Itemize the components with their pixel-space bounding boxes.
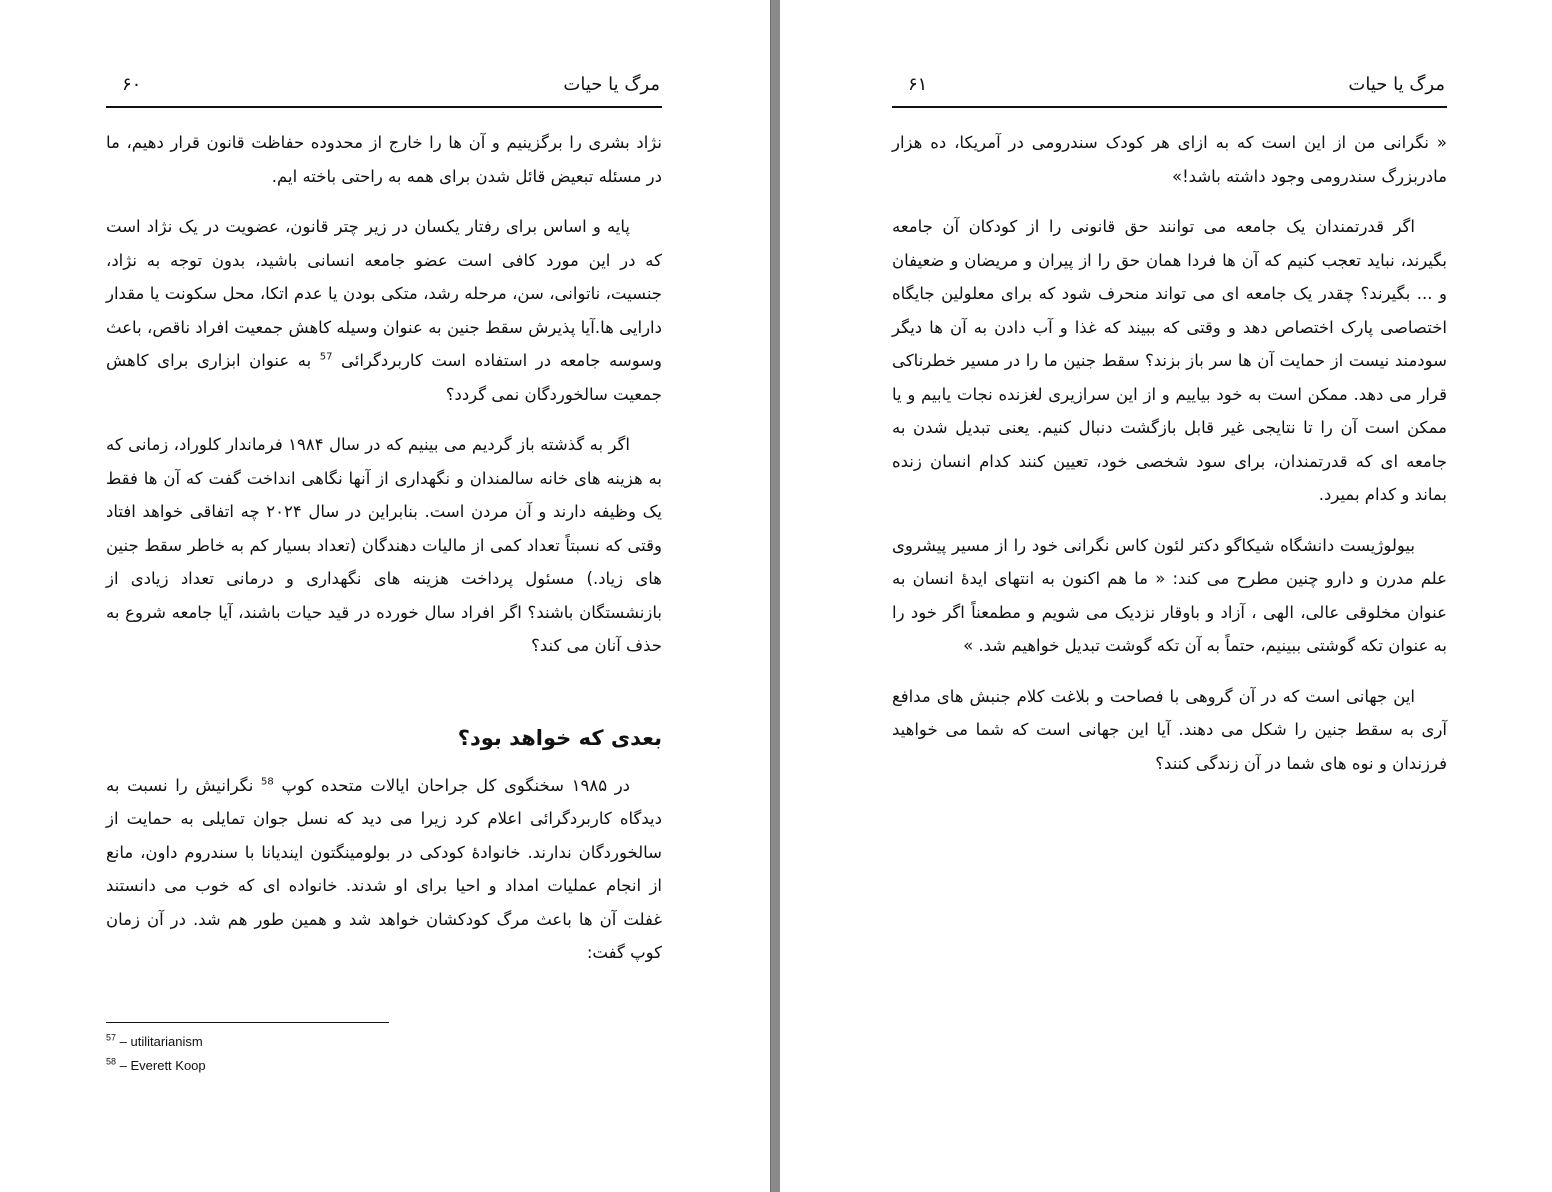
paragraph	[106, 210, 662, 411]
running-title: مرگ یا حیات	[563, 74, 660, 95]
paragraph: اگر به گذشته باز گردیم می بینیم که در سال ۱۹۸۴ فرماندار کلوراد، زمانی که به هزینه های خانه سالمندان و نگهداری از آنها نگاهی انداخت گفت که آن ها فقط یک وظیفه دارند و آن مردن است. بنابراین در سال ۲۰۲۴ چه اتفاقی خواهد افتاد وقتی که نسبتاً تعداد کمی از مالیات دهندگان (تعداد بسیار کم به خاطر سقط جنین های زیاد.) مسئول پرداخت هزینه های نگهداری و درمانی تعداد زیادی از بازنشستگان باشند؟ اگر افراد سال خورده در قید حیات باشند، آیا جامعه شروع به حذف آنان می کند؟	[106, 435, 662, 655]
right-page	[780, 0, 1552, 1192]
paragraph: بیولوژیست دانشگاه شیکاگو دکتر لئون کاس نگرانی خود را از مسیر پیشروی علم مدرن و دارو چنین مطرح می کند: « ما هم اکنون به انتهای ایدهٔ انسان به عنوان مخلوقی عالی، الهی ، آزاد و باوقار نزدیک می شویم و مطمعناً اگر خود را به عنوان تکه گوشتی ببینیم، حتماً به آن تکه گوشت تبدیل خواهیم شد. »	[892, 535, 1447, 655]
left-page-header	[106, 72, 662, 108]
paragraph: این جهانی است که در آن گروهی با فصاحت و بلاغت کلام جنبش های مدافع آری به سقط جنین را شکل می دهند. آیا این جهانی است که شما می خواهید فرزندان و نوه های شما در آن زندگی کنند؟	[892, 686, 1447, 773]
left-page	[0, 0, 770, 1192]
footnote-number: 58	[106, 1056, 117, 1067]
running-title: مرگ یا حیات	[1348, 74, 1445, 95]
footnotes	[106, 1030, 506, 1078]
quote-paragraph: « نگرانی من از این است که به ازای هر کودک سندرومی در آمریکا، ده هزار مادربزرگ سندرومی وجود داشته باشد!»	[892, 133, 1447, 186]
footnote	[106, 1054, 506, 1078]
footnote-ref[interactable]: 57	[319, 351, 333, 363]
paragraph-text: پایه و اساس برای رفتار یکسان در زیر چتر قانون، عضویت در یک نژاد است که در این مورد کافی است عضو جامعه انسانی باشید، بدون توجه به نژاد، جنسیت، ناتوانی، سن، مرحله رشد، متکی بودن یا عدم اتکا، محل سکونت یا مقدار دارایی ها.آیا پذیرش سقط جنین به عنوان وسیله کاهش جمعیت افراد ناقص، باعث وسوسه جامعه در استفاده است کاربردگرائی	[106, 217, 663, 370]
footnote-text: – utilitarianism	[119, 1034, 203, 1049]
paragraph: نژاد بشری را برگزینیم و آن ها را خارج از محدوده حفاظت قانون قرار دهیم، ما در مسئله تبعیض قائل شدن برای همه به راحتی باخته ایم.	[106, 133, 662, 186]
page-number: ۶۱	[908, 74, 928, 95]
footnote-divider	[106, 1022, 389, 1023]
right-page-body	[892, 126, 1447, 797]
footnote-number: 57	[106, 1032, 117, 1043]
footnote-text: – Everett Koop	[119, 1058, 206, 1073]
footnote-ref[interactable]: 58	[261, 776, 274, 787]
paragraph: اگر قدرتمندان یک جامعه می توانند حق قانونی را از کودکان آن جامعه بگیرند، نباید تعجب کنیم که آن ها فردا همان حق را از پیران و مریضان و ضعیفان و ... بگیرند؟ چقدر یک جامعه ای می تواند منحرف شود که برای معلولین جایگاه اختصاصی پارک اختصاص دهد و وقتی که ببیند که غذا و آب دادن به آن ها دیگر سودمند نیست از حمایت آن ها سر باز بزند؟ سقط جنین ما را در مسیر خطرناکی قرار می دهد. ممکن است به خود بیاییم و از این سرازیری لغزنده نجات یابیم و یا ممکن است آن را تا نتایجی غیر قابل بازگشت دنبال کنیم. یعنی تبدیل شدن به جامعه ای که قدرتمندان، برای سود شخصی خود، تعیین کنند کدام انسان زنده بماند و کدام بمیرد.	[892, 217, 1447, 504]
paragraph-text: در ۱۹۸۵ سخنگوی کل جراحان ایالات متحده کوپ	[281, 775, 631, 795]
left-page-body	[106, 126, 662, 987]
paragraph-text: نگرانیش را نسبت به دیدگاه کاربردگرائی اعلام کرد زیرا می دید که نسل جوان تمایلی به حمایت از سالخوردگان ندارند. خانوادهٔ کودکی در بولومینگتون ایندیانا با سندروم داون، مانع از انجام عملیات امداد و احیا برای او شدند. خانواده ای که خوب می دانستند غفلت آن ها باعث مرگ کودکشان خواهد شد و همین طور هم شد. در آن زمان کوپ گفت:	[106, 775, 662, 962]
right-page-header	[892, 72, 1447, 108]
paragraph	[106, 769, 662, 970]
paragraph-text: به عنوان ابزاری برای کاهش جمعیت سالخوردگان نمی گردد؟	[106, 351, 662, 404]
section-heading: بعدی که خواهد بود؟	[457, 725, 662, 750]
page-number: ۶۰	[122, 74, 142, 95]
footnote	[106, 1030, 506, 1054]
